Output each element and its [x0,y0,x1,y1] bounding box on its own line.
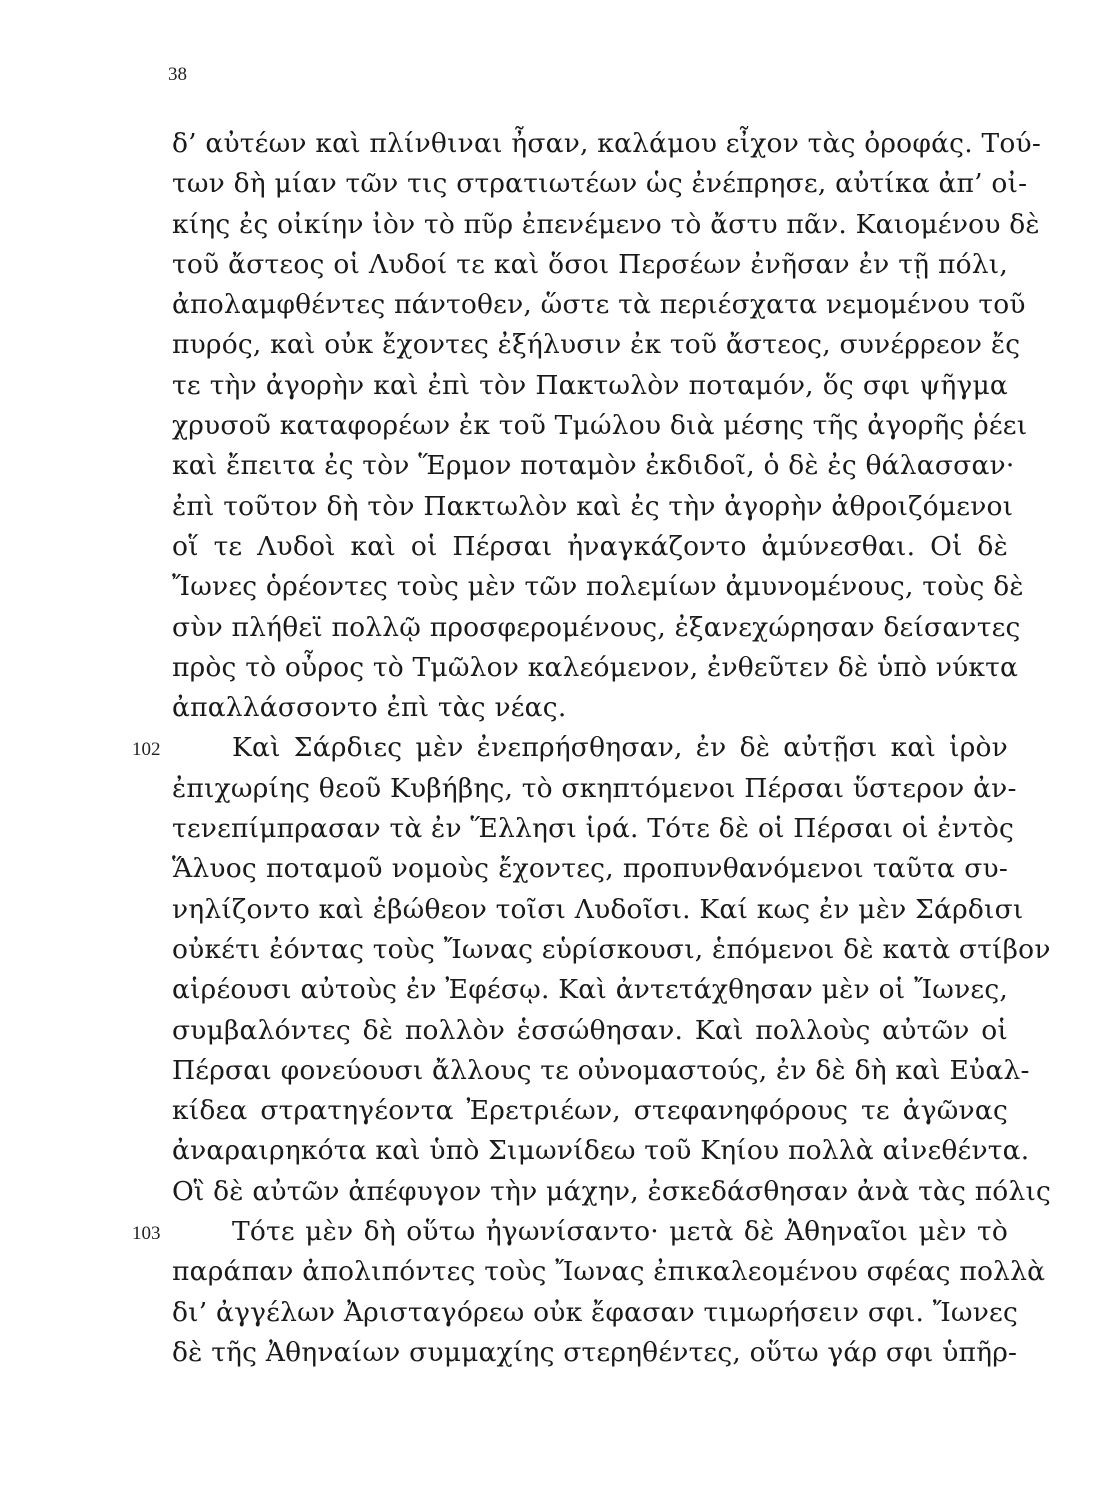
line-text: των δὴ μίαν τῶν τις στρατιωτέων ὡς ἐνέπρησε, αὐτίκα ἀπ’ οἰ- [172,168,1028,200]
line-text: ἐπὶ τοῦτον δὴ τὸν Πακτωλὸν καὶ ἐς τὴν ἀγορὴν ἀθροιζόμενοι [172,490,1014,522]
line-text: δι’ ἀγγέλων Ἀρισταγόρεω οὐκ ἔφασαν τιμωρήσειν σφι. Ἴωνες [172,1296,1019,1328]
line-text: Ἅλυος ποταμοῦ νομοὺς ἔχοντες, προπυνθανόμενοι ταῦτα συ- [172,853,1008,885]
line-text: τενεπίμπρασαν τὰ ἐν Ἕλλησι ἱρά. Τότε δὲ οἱ Πέρσαι οἱ ἐντὸς [172,813,1015,845]
text-line [172,930,1051,970]
line-text: καὶ ἔπειτα ἐς τὸν Ἕρμον ποταμὸν ἐκδιδοῖ, ὁ δὲ ἐς θάλασσαν· [172,450,1015,482]
text-line [172,688,1008,728]
text-line [172,608,1021,648]
line-text: κίδεα στρατηγέοντα Ἐρετριέων, στεφανηφόρους τε ἀγῶνας [172,1095,1008,1127]
text-line [172,1252,1046,1292]
line-text: τε τὴν ἀγορὴν καὶ ἐπὶ τὸν Πακτωλὸν ποταμόν, ὅς σφι ψῆγμα [172,369,1008,401]
text-line [132,1212,1008,1252]
text-line [172,849,1008,889]
section-number: 102 [132,739,161,761]
line-text: Τότε μὲν δὴ οὕτω ἠγωνίσαντο· μετὰ δὲ Ἀθηναῖοι μὲν τὸ [232,1216,1008,1248]
text-line [172,366,1008,406]
body-text [132,124,1052,1373]
text-line [172,285,1026,325]
line-text: Οἳ δὲ αὐτῶν ἀπέφυγον τὴν μάχην, ἐσκεδάσθησαν ἀνὰ τὰς πόλις [172,1175,1052,1207]
text-line [172,446,1015,486]
line-text: σὺν πλήθεϊ πολλῷ προσφερομένους, ἐξανεχώρησαν δείσαντες [172,611,1021,643]
line-text: Ἴωνες ὁρέοντες τοὺς μὲν τῶν πολεμίων ἀμυνομένους, τοὺς δὲ [172,571,1024,603]
text-line [172,890,1024,930]
text-line [172,567,1024,607]
line-text: παράπαν ἀπολιπόντες τοὺς Ἴωνας ἐπικαλεομένου σφέας πολλὰ [172,1256,1046,1288]
text-line [172,1051,1030,1091]
line-text: αἱρέουσι αὐτοὺς ἐν Ἐφέσῳ. Καὶ ἀντετάχθησαν μὲν οἱ Ἴωνες, [172,974,1008,1006]
text-line [172,970,1008,1010]
section-number: 103 [132,1223,161,1245]
text-line [132,728,1008,768]
text-line [172,325,1021,365]
text-line [172,124,1041,164]
line-text: ἀπαλλάσσοντο ἐπὶ τὰς νέας. [172,692,567,724]
line-text: δὲ τῆς Ἀθηναίων συμμαχίης στερηθέντες, οὕτω γάρ σφι ὑπῆρ- [172,1336,1018,1368]
text-line [172,1091,1008,1131]
text-line [172,648,1019,688]
line-text: χρυσοῦ καταφορέων ἐκ τοῦ Τμώλου διὰ μέσης τῆς ἀγορῆς ῥέει [172,410,1028,442]
text-line [172,809,1015,849]
line-text: συμβαλόντες δὲ πολλὸν ἑσσώθησαν. Καὶ πολλοὺς αὐτῶν οἱ [172,1014,1008,1046]
line-text: Καὶ Σάρδιες μὲν ἐνεπρήσθησαν, ἐν δὲ αὐτῇσι καὶ ἱρὸν [232,732,1008,764]
text-line [172,769,1017,809]
line-text: δ’ αὐτέων καὶ πλίνθιναι ἦσαν, καλάμου εἶχον τὰς ὀροφάς. Τού- [172,128,1041,159]
line-text: κίης ἐς οἰκίην ἰὸν τὸ πῦρ ἐπενέμενο τὸ ἄστυ πᾶν. Καιομένου δὲ [172,208,1040,240]
text-line [172,1293,1019,1333]
line-text: τοῦ ἄστεος οἱ Λυδοί τε καὶ ὅσοι Περσέων ἐνῆσαν ἐν τῇ πόλι, [172,248,1008,280]
text-line [172,487,1014,527]
page-number: 38 [168,64,187,85]
text-line [172,527,1008,567]
line-text: πυρός, καὶ οὐκ ἔχοντες ἐξήλυσιν ἐκ τοῦ ἄστεος, συνέρρεον ἔς [172,329,1021,361]
text-line [172,245,1008,285]
line-text: νηλίζοντο καὶ ἐβώθεον τοῖσι Λυδοῖσι. Καί κως ἐν μὲν Σάρδισι [172,893,1024,925]
line-text: ἐπιχωρίης θεοῦ Κυβήβης, τὸ σκηπτόμενοι Πέρσαι ὕστερον ἀν- [172,772,1017,804]
line-text: ἀπολαμφθέντες πάντοθεν, ὥστε τὰ περιέσχατα νεμομένου τοῦ [172,289,1026,321]
text-line [172,1333,1018,1373]
text-line [172,164,1028,204]
text-line [172,406,1028,446]
text-line [172,1011,1008,1051]
text-line [172,1131,1030,1171]
text-line [172,1172,1052,1212]
line-text: ἀναραιρηκότα καὶ ὑπὸ Σιμωνίδεω τοῦ Κηίου πολλὰ αἰνεθέντα. [172,1135,1030,1167]
line-text: οἵ τε Λυδοὶ καὶ οἱ Πέρσαι ἠναγκάζοντο ἀμύνεσθαι. Οἱ δὲ [172,530,1008,562]
line-text: Πέρσαι φονεύουσι ἄλλους τε οὐνομαστούς, ἐν δὲ δὴ καὶ Εὐαλ- [172,1054,1030,1086]
text-line [172,205,1040,245]
line-text: οὐκέτι ἐόντας τοὺς Ἴωνας εὑρίσκουσι, ἑπόμενοι δὲ κατὰ στίβον [172,933,1051,965]
line-text: πρὸς τὸ οὖρος τὸ Τμῶλον καλεόμενον, ἐνθεῦτεν δὲ ὑπὸ νύκτα [172,651,1019,683]
